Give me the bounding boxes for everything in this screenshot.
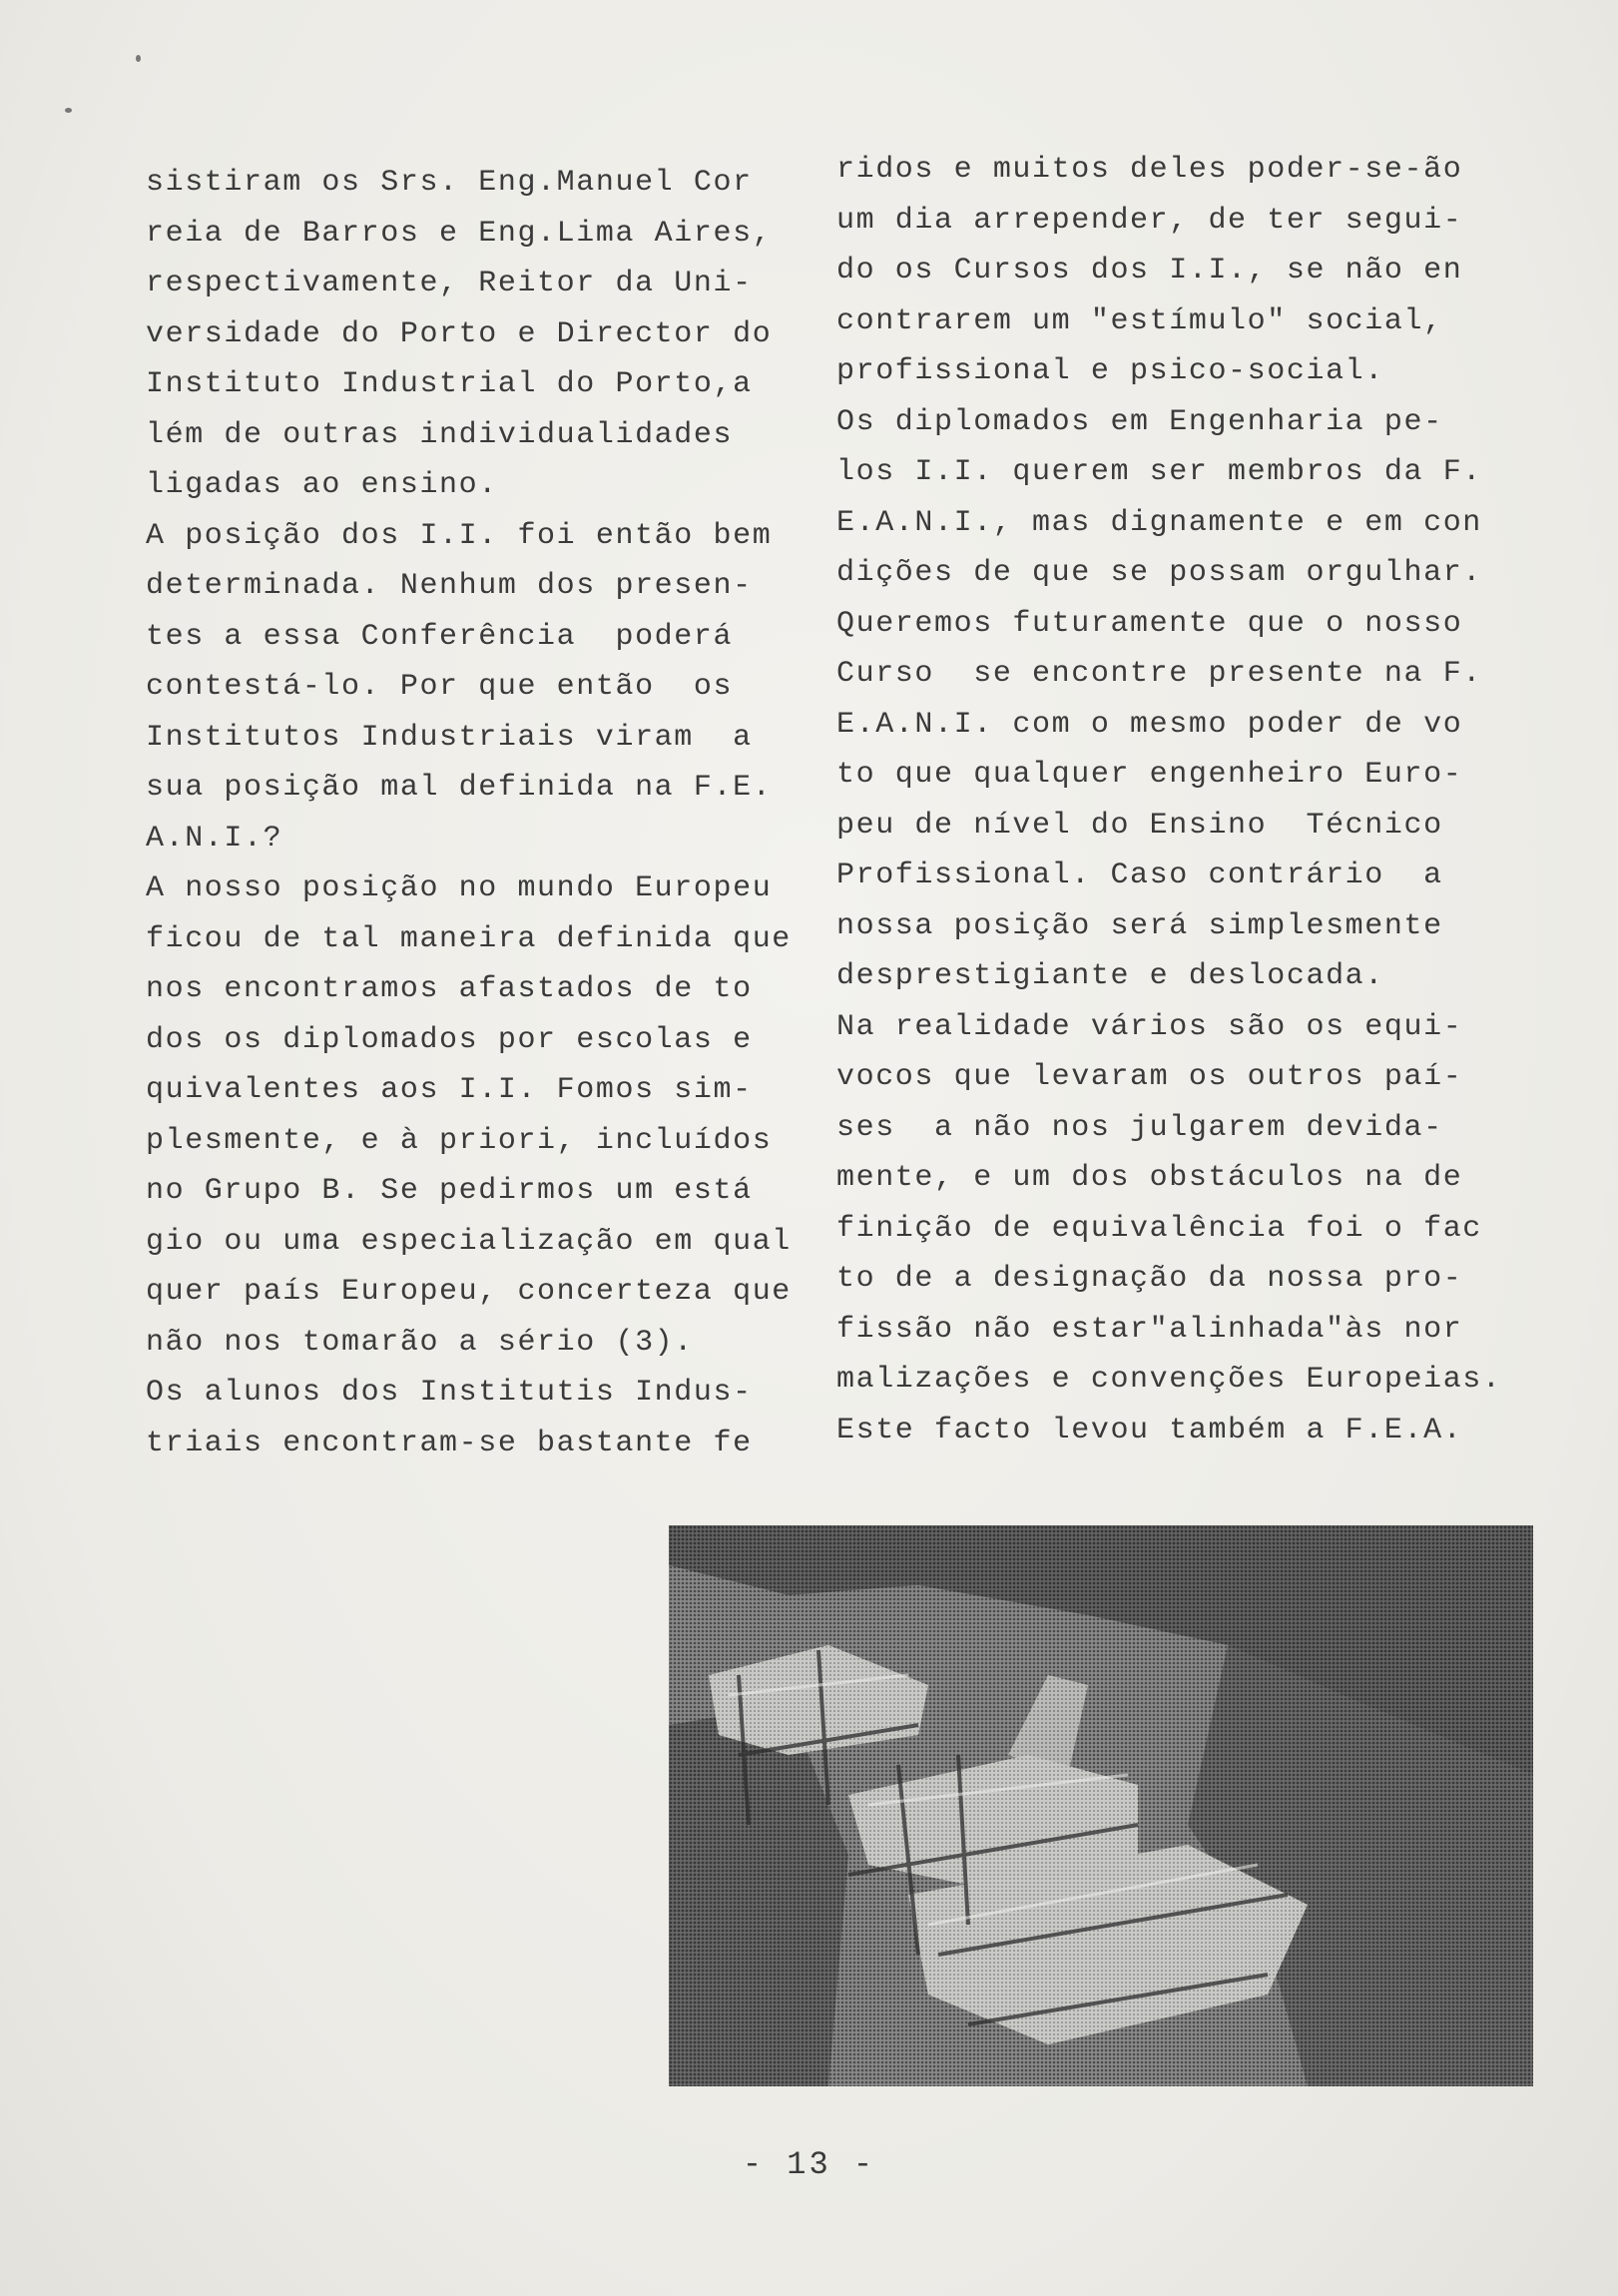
left-column-line: A.N.I.? xyxy=(146,821,283,856)
left-column-line: A nosso posição no mundo Europeu xyxy=(146,871,773,905)
left-column-line: triais encontram-se bastante fe xyxy=(146,1426,753,1460)
left-column-line: respectivamente, Reitor da Uni- xyxy=(146,267,753,300)
right-column-line: E.A.N.I., mas dignamente e em con xyxy=(836,505,1482,540)
right-column-line: profissional e psico-social. xyxy=(836,354,1384,388)
right-column-line: nossa posição será simplesmente xyxy=(836,908,1443,943)
left-column-line: lém de outras individualidades xyxy=(146,417,734,452)
left-column-line: quer país Europeu, concerteza que xyxy=(146,1275,792,1309)
right-column-line: um dia arrepender, de ter segui- xyxy=(836,203,1463,238)
left-column-line: A posição dos I.I. foi então bem xyxy=(146,518,773,553)
left-column-line: determinada. Nenhum dos presen- xyxy=(146,569,753,603)
left-column-line: reia de Barros e Eng.Lima Aires, xyxy=(146,216,773,251)
left-column-line: dos os diplomados por escolas e xyxy=(146,1022,753,1057)
left-column-line: Os alunos dos Institutis Indus- xyxy=(146,1376,753,1410)
right-column-line: finição de equivalência foi o fac xyxy=(836,1211,1482,1246)
halftone-photograph xyxy=(669,1525,1533,2086)
left-column-line: versidade do Porto e Director do xyxy=(146,316,773,351)
right-column-line: Os diplomados em Engenharia pe- xyxy=(836,404,1443,439)
right-column-line: vocos que levaram os outros paí- xyxy=(836,1060,1463,1094)
left-text-column xyxy=(146,158,805,1468)
right-column-line: to que qualquer engenheiro Euro- xyxy=(836,758,1463,792)
photo-illustration xyxy=(669,1525,1533,2086)
right-column-line: Curso se encontre presente na F. xyxy=(836,657,1482,691)
right-column-line: contrarem um "estímulo" social, xyxy=(836,303,1443,338)
left-column-line: gio ou uma especialização em qual xyxy=(146,1224,792,1259)
left-column-line: no Grupo B. Se pedirmos um está xyxy=(146,1174,753,1208)
left-column-line: sua posição mal definida na F.E. xyxy=(146,771,773,805)
right-column-line: Este facto levou também a F.E.A. xyxy=(836,1413,1463,1447)
left-column-line: tes a essa Conferência poderá xyxy=(146,619,734,654)
right-column-line: Profissional. Caso contrário a xyxy=(836,859,1443,892)
left-column-line: contestá-lo. Por que então os xyxy=(146,670,734,704)
left-column-line: quivalentes aos I.I. Fomos sim- xyxy=(146,1073,753,1107)
right-column-line: dições de que se possam orgulhar. xyxy=(836,556,1482,590)
left-column-line: plesmente, e à priori, incluídos xyxy=(146,1123,773,1158)
left-column-line: sistiram os Srs. Eng.Manuel Cor xyxy=(146,166,753,200)
right-column-line: desprestigiante e deslocada. xyxy=(836,959,1384,993)
right-column-line: los I.I. querem ser membros da F. xyxy=(836,455,1482,489)
left-column-line: ficou de tal maneira definida que xyxy=(146,921,792,956)
left-column-line: Instituto Industrial do Porto,a xyxy=(146,367,753,401)
left-column-line: nos encontramos afastados de to xyxy=(146,972,753,1006)
right-column-line: E.A.N.I. com o mesmo poder de vo xyxy=(836,707,1463,742)
left-column-line: Institutos Industriais viram a xyxy=(146,720,753,755)
right-column-line: do os Cursos dos I.I., se não en xyxy=(836,254,1463,287)
left-column-line: não nos tomarão a sério (3). xyxy=(146,1325,694,1360)
right-text-column xyxy=(836,145,1525,1455)
right-column-line: ses a não nos julgarem devida- xyxy=(836,1110,1443,1145)
right-column-line: ridos e muitos deles poder-se-ão xyxy=(836,153,1463,187)
ink-speck xyxy=(65,108,72,113)
right-column-line: Na realidade vários são os equi- xyxy=(836,1009,1463,1044)
ink-speck xyxy=(136,55,141,62)
right-column-line: fissão não estar"alinhada"às nor xyxy=(836,1312,1463,1347)
right-column-line: peu de nível do Ensino Técnico xyxy=(836,808,1443,843)
right-column-line: malizações e convenções Europeias. xyxy=(836,1363,1502,1397)
left-column-line: ligadas ao ensino. xyxy=(146,468,498,502)
right-column-line: to de a designação da nossa pro- xyxy=(836,1262,1463,1296)
page-number: - 13 - xyxy=(742,2146,876,2183)
right-column-line: mente, e um dos obstáculos na de xyxy=(836,1161,1463,1195)
right-column-line: Queremos futuramente que o nosso xyxy=(836,606,1463,641)
